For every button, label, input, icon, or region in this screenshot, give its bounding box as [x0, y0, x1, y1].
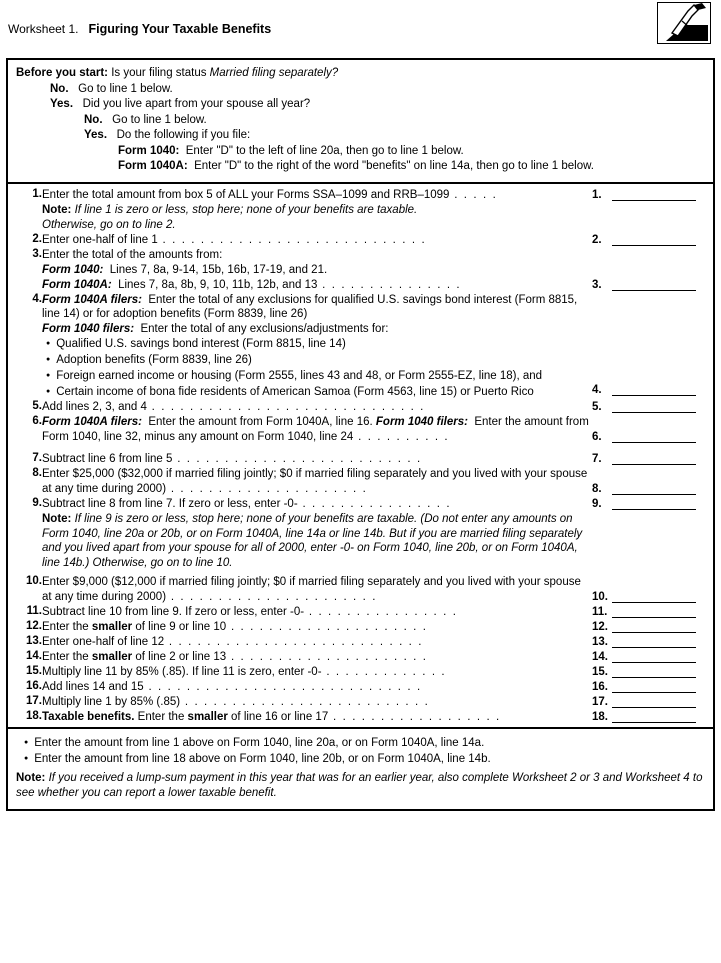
- table-row: [14, 497, 707, 570]
- bullet-icon: [46, 354, 56, 366]
- amount-cell: [592, 605, 707, 620]
- line-3-sub2-row: [42, 278, 592, 293]
- amount-cell: [592, 650, 707, 665]
- line-body: [42, 605, 592, 620]
- line-10-text-row: [42, 575, 592, 605]
- table-row: [14, 248, 707, 293]
- lines-table: [14, 188, 707, 726]
- line-body: [42, 620, 592, 635]
- line-4-text-row: [42, 293, 592, 322]
- line-16-text-row: [42, 680, 592, 695]
- amount-line-number: 15.: [592, 666, 608, 678]
- line-8-dots: . . . . . . . . . . . . . . . . . . . . .: [166, 483, 368, 495]
- line-2-text: Enter one-half of line 1: [42, 233, 158, 246]
- line-1-text: Enter the total amount from box 5 of ALL your Forms SSA–1099 and RRB–1099: [42, 188, 450, 201]
- table-row: [14, 467, 707, 497]
- line-11-dots: . . . . . . . . . . . . . . . .: [304, 606, 458, 618]
- footer-note-label: Note:: [16, 772, 46, 784]
- line-17-text-row: [42, 695, 592, 710]
- no-text: Go to line 1 below.: [78, 82, 173, 95]
- line-body: [42, 497, 592, 570]
- line-body: [42, 415, 592, 444]
- amount-line-number: 1.: [592, 188, 602, 201]
- before-start-sub-yes-row: [16, 128, 705, 144]
- amount-cell: [592, 635, 707, 650]
- amount-line-number: 17.: [592, 696, 608, 708]
- line-4-text2-row: [42, 322, 592, 337]
- line-9-text: Subtract line 8 from line 7. If zero or less, enter -0-: [42, 498, 298, 510]
- line-3-text: Enter the total of the amounts from:: [42, 248, 223, 261]
- amount-blank[interactable]: [612, 233, 696, 246]
- table-row: [14, 188, 707, 233]
- line-9-note-label: Note:: [42, 513, 72, 525]
- table-row: [14, 233, 707, 248]
- bullet-icon: [46, 386, 56, 398]
- amount-cell: [592, 695, 707, 710]
- amount-cell: [592, 248, 707, 293]
- before-start-yes-row: [16, 97, 705, 113]
- amount-cell: [592, 444, 707, 467]
- line-6-text: Enter the amount from Form 1040A, line 16.: [148, 416, 373, 428]
- line-3-sub1-row: [42, 263, 592, 278]
- line-4-bullet-3: Foreign earned income or housing (Form 2555, lines 43 and 48, or Form 2555-EZ, line 18), and: [56, 370, 543, 382]
- line-18-text-bold: smaller: [187, 711, 228, 723]
- line-18-text-pre: Enter the: [137, 711, 185, 723]
- line-3-dots: . . . . . . . . . . . . . . .: [317, 278, 462, 291]
- before-start-question: Is your filing status: [111, 67, 207, 79]
- table-row: [14, 415, 707, 444]
- before-start-question-italic: Married filing separately?: [209, 67, 339, 79]
- table-row: [14, 293, 707, 401]
- amount-blank[interactable]: [612, 695, 696, 708]
- amount-line-number: 7.: [592, 453, 602, 465]
- line-5-dots: . . . . . . . . . . . . . . . . . . . . . . . . . . . . .: [146, 401, 425, 413]
- line-10-text: Enter $9,000 ($12,000 if married filing jointly; $0 if married filing separately and you lived with your spouse at any time during 2000): [42, 576, 581, 603]
- amount-cell: [592, 293, 707, 401]
- line-3-sub2-label: Form 1040A:: [42, 278, 112, 291]
- table-row: [14, 620, 707, 635]
- line-body: [42, 665, 592, 680]
- line-3-sub1-text: Lines 7, 8a, 9-14, 15b, 16b, 17-19, and 21.: [109, 263, 328, 276]
- amount-blank[interactable]: [612, 188, 696, 201]
- line-14-text-row: [42, 650, 592, 665]
- line-6-text2: Enter the amount from Form 1040, line 32, minus any amount on Form 1040, line 24: [42, 416, 589, 443]
- table-row: [14, 710, 707, 725]
- table-row: [14, 680, 707, 695]
- line-4-bullet-4: Certain income of bona fide residents of American Samoa (Form 4563, line 15) or Puerto Rico: [56, 386, 534, 398]
- before-start-no-row: [16, 82, 705, 98]
- line-number: 13.: [26, 635, 42, 647]
- amount-cell: [592, 188, 707, 233]
- line-7-text-row: [42, 452, 592, 467]
- line-6-lead-label2: Form 1040 filers:: [375, 416, 468, 428]
- footer-bullet-2: Enter the amount from line 18 above on Form 1040, line 20b, or on Form 1040A, line 14b.: [34, 753, 491, 765]
- title-row: [0, 0, 721, 46]
- line-15-dots: . . . . . . . . . . . . .: [321, 666, 447, 678]
- amount-line-number: 13.: [592, 636, 608, 648]
- line-2-dots: . . . . . . . . . . . . . . . . . . . . . . . . . . . .: [157, 233, 427, 246]
- line-11-text-row: [42, 605, 592, 620]
- line-9-note-row: [42, 512, 592, 570]
- list-item: [42, 368, 592, 384]
- sub-yes-text: Do the following if you file:: [116, 129, 251, 141]
- line-number: 12.: [26, 620, 42, 632]
- amount-line-number: 3.: [592, 278, 602, 291]
- footer-note-row: [16, 771, 705, 801]
- amount-blank[interactable]: [612, 635, 696, 648]
- line-13-text-row: [42, 635, 592, 650]
- no-label: No.: [50, 82, 69, 95]
- amount-line-number: 2.: [592, 233, 602, 246]
- sub-yes-label: Yes.: [84, 129, 108, 141]
- line-number: 3.: [32, 247, 42, 260]
- line-12-text-post: of line 9 or line 10: [135, 621, 227, 633]
- line-body: [42, 570, 592, 605]
- table-row: [14, 665, 707, 680]
- amount-line-number: 18.: [592, 711, 608, 723]
- line-body: [42, 248, 592, 293]
- amount-line-number: 14.: [592, 651, 608, 663]
- line-16-text: Add lines 14 and 15: [42, 681, 144, 693]
- yes-text: Did you live apart from your spouse all year?: [82, 98, 311, 110]
- line-3-sub2-text: Lines 7, 8a, 8b, 9, 10, 11b, 12b, and 13: [118, 278, 318, 291]
- line-4-lead-label: Form 1040A filers:: [42, 293, 142, 306]
- table-row: [14, 650, 707, 665]
- line-7-text: Subtract line 6 from line 5: [42, 453, 173, 465]
- line-4-text2: Enter the total of any exclusions/adjustments for:: [140, 322, 389, 335]
- amount-blank[interactable]: [612, 665, 696, 678]
- line-4-text: Enter the total of any exclusions for qualified U.S. savings bond interest (Form 8815, line 14) or for adoption benefits (Form 8839, line 26): [42, 293, 578, 320]
- line-number: 16.: [26, 680, 42, 692]
- worksheet-name: Figuring Your Taxable Benefits: [88, 22, 272, 36]
- list-item: [42, 336, 592, 352]
- line-number: 5.: [32, 400, 42, 412]
- line-body: [42, 188, 592, 233]
- line-12-dots: . . . . . . . . . . . . . . . . . . . . .: [226, 621, 428, 633]
- before-start-line: [16, 66, 705, 82]
- line-number: 6.: [32, 415, 42, 427]
- table-row: [14, 444, 707, 467]
- form-1040-text: Enter "D" to the left of line 20a, then go to line 1 below.: [185, 144, 464, 157]
- line-4-bullet-1: Qualified U.S. savings bond interest (Form 8815, line 14): [56, 338, 346, 350]
- line-5-text-row: [42, 400, 592, 415]
- amount-cell: [592, 620, 707, 635]
- list-item: [16, 735, 705, 751]
- list-item: [16, 751, 705, 767]
- amount-blank[interactable]: [612, 620, 696, 633]
- pen-nib-icon: [657, 2, 711, 44]
- line-body: [42, 695, 592, 710]
- line-4-lead-label2: Form 1040 filers:: [42, 322, 135, 335]
- amount-line-number: 8.: [592, 483, 602, 495]
- line-1-note-row: [42, 203, 592, 218]
- line-1-note-text: If line 1 is zero or less, stop here; none of your benefits are taxable.: [74, 203, 418, 216]
- amount-blank[interactable]: [612, 710, 696, 723]
- line-1-note-label: Note:: [42, 203, 72, 216]
- amount-blank[interactable]: [612, 650, 696, 663]
- line-9-text-row: [42, 497, 592, 512]
- sub-no-label: No.: [84, 113, 103, 126]
- amount-line-number: 9.: [592, 498, 602, 510]
- line-8-text-row: [42, 467, 592, 497]
- line-10-dots: . . . . . . . . . . . . . . . . . . . . . .: [166, 591, 378, 603]
- yes-label: Yes.: [50, 98, 74, 110]
- worksheet-lines: [8, 184, 713, 728]
- table-row: [14, 570, 707, 605]
- form-1040-row: [16, 144, 705, 160]
- amount-cell: [592, 415, 707, 444]
- line-number: 14.: [26, 650, 42, 662]
- amount-cell: [592, 570, 707, 605]
- line-body: [42, 467, 592, 497]
- line-body: [42, 293, 592, 401]
- amount-blank[interactable]: [612, 605, 696, 618]
- line-18-text-row: [42, 710, 592, 725]
- amount-cell: [592, 467, 707, 497]
- line-18-dots: . . . . . . . . . . . . . . . . . .: [328, 711, 501, 723]
- amount-blank[interactable]: [612, 497, 696, 510]
- before-you-start-box: [8, 60, 713, 184]
- line-13-dots: . . . . . . . . . . . . . . . . . . . . . . . . . . .: [164, 636, 424, 648]
- amount-cell: [592, 233, 707, 248]
- line-6-text-row: [42, 415, 592, 444]
- line-number: 11.: [26, 605, 42, 617]
- amount-line-number: 4.: [592, 383, 602, 396]
- table-row: [14, 400, 707, 415]
- line-1-dots: . . . . .: [449, 188, 498, 201]
- amount-blank[interactable]: [612, 383, 696, 396]
- amount-cell: [592, 680, 707, 695]
- line-16-dots: . . . . . . . . . . . . . . . . . . . . . . . . . . . . .: [143, 681, 422, 693]
- line-15-text: Multiply line 11 by 85% (.85). If line 11 is zero, enter -0-: [42, 666, 322, 678]
- form-1040a-row: [16, 159, 705, 175]
- line-5-text: Add lines 2, 3, and 4: [42, 401, 147, 413]
- line-17-dots: . . . . . . . . . . . . . . . . . . . . . . . . . .: [180, 696, 430, 708]
- amount-blank[interactable]: [612, 680, 696, 693]
- line-number: 9.: [32, 497, 42, 509]
- line-6-lead-label: Form 1040A filers:: [42, 416, 142, 428]
- line-number: 17.: [26, 695, 42, 707]
- line-1-text-row: [42, 188, 592, 203]
- line-18-text-post: of line 16 or line 17: [231, 711, 329, 723]
- page-title: [8, 22, 721, 36]
- amount-line-number: 5.: [592, 401, 602, 413]
- line-body: [42, 710, 592, 725]
- amount-line-number: 11.: [592, 606, 608, 618]
- line-number: 18.: [26, 710, 42, 722]
- line-7-dots: . . . . . . . . . . . . . . . . . . . . . . . . . .: [172, 453, 422, 465]
- line-number: 4.: [32, 292, 42, 305]
- line-12-text-bold: smaller: [91, 621, 133, 633]
- before-start-sub-no-row: [16, 113, 705, 129]
- line-number: 15.: [26, 665, 42, 677]
- line-number: 8.: [32, 467, 42, 479]
- line-number: 10.: [26, 575, 42, 587]
- amount-blank[interactable]: [612, 452, 696, 465]
- amount-blank[interactable]: [612, 482, 696, 495]
- line-1-note-text2: Otherwise, go on to line 2.: [42, 218, 176, 231]
- footer-box: [8, 727, 713, 809]
- amount-cell: [592, 665, 707, 680]
- form-1040-label: Form 1040:: [118, 144, 180, 157]
- line-2-text-row: [42, 233, 592, 248]
- form-1040a-label: Form 1040A:: [118, 160, 188, 172]
- amount-blank[interactable]: [612, 590, 696, 603]
- amount-line-number: 16.: [592, 681, 608, 693]
- table-row: [14, 695, 707, 710]
- worksheet-label: Worksheet 1.: [8, 22, 79, 36]
- line-number: 1.: [32, 187, 42, 200]
- amount-line-number: 6.: [592, 431, 602, 443]
- line-8-text: Enter $25,000 ($32,000 if married filing jointly; $0 if married filing separately and you lived with your spouse at any time during 2000): [42, 468, 588, 495]
- line-body: [42, 635, 592, 650]
- amount-blank[interactable]: [612, 278, 696, 291]
- line-body: [42, 680, 592, 695]
- list-item: [42, 384, 592, 400]
- amount-blank[interactable]: [612, 430, 696, 443]
- form-1040a-text: Enter "D" to the right of the word "benefits" on line 14a, then go to line 1 below.: [194, 160, 594, 172]
- line-18-lead-bold: Taxable benefits.: [42, 711, 135, 723]
- line-4-bullet-2: Adoption benefits (Form 8839, line 26): [56, 354, 252, 366]
- table-row: [14, 605, 707, 620]
- line-body: [42, 444, 592, 467]
- line-14-text-pre: Enter the: [42, 651, 89, 663]
- line-6-dots: . . . . . . . . . .: [353, 430, 450, 443]
- line-9-note-text: If line 9 is zero or less, stop here; none of your benefits are taxable. (Do not enter any amounts on Form 1040, line 20a or 20b, or on Form 1040A, line 14a or line 14b. But if you are married filing separately and you lived apart from your spouse for all of 2000, enter -0- on Form 1040, line 20b, or on Form 1040A, line 14b.) Otherwise, go on to line 10.: [42, 513, 583, 569]
- line-3-sub1-label: Form 1040:: [42, 263, 104, 276]
- footer-note-text: If you received a lump-sum payment in this year that was for an earlier year, also complete Worksheet 2 or 3 and Worksheet 4 to see whether you can report a lower taxable benefit.: [16, 772, 703, 799]
- amount-blank[interactable]: [612, 400, 696, 413]
- amount-cell: [592, 400, 707, 415]
- amount-cell: [592, 497, 707, 570]
- line-13-text: Enter one-half of line 12: [42, 636, 165, 648]
- line-12-text-row: [42, 620, 592, 635]
- bullet-icon: [46, 338, 56, 350]
- worksheet-frame: [6, 58, 715, 811]
- sub-no-text: Go to line 1 below.: [112, 113, 207, 126]
- table-row: [14, 635, 707, 650]
- line-body: [42, 400, 592, 415]
- line-14-text-bold: smaller: [91, 651, 133, 663]
- line-number: 7.: [32, 452, 42, 464]
- bullet-icon: [24, 737, 34, 749]
- bullet-icon: [46, 370, 56, 382]
- line-14-text-post: of line 2 or line 13: [135, 651, 227, 663]
- line-body: [42, 650, 592, 665]
- line-12-text-pre: Enter the: [42, 621, 89, 633]
- line-17-text: Multiply line 1 by 85% (.85): [42, 696, 181, 708]
- line-9-dots: . . . . . . . . . . . . . . . .: [297, 498, 452, 510]
- amount-line-number: 12.: [592, 621, 608, 633]
- list-item: [42, 352, 592, 368]
- line-number: 2.: [32, 232, 42, 245]
- amount-cell: [592, 710, 707, 725]
- line-14-dots: . . . . . . . . . . . . . . . . . . . . .: [226, 651, 428, 663]
- bullet-icon: [24, 753, 34, 765]
- line-body: [42, 233, 592, 248]
- amount-line-number: 10.: [592, 591, 608, 603]
- line-15-text-row: [42, 665, 592, 680]
- before-start-label: Before you start:: [16, 67, 109, 79]
- footer-bullet-1: Enter the amount from line 1 above on Form 1040, line 20a, or on Form 1040A, line 14a.: [34, 737, 485, 749]
- line-11-text: Subtract line 10 from line 9. If zero or less, enter -0-: [42, 606, 305, 618]
